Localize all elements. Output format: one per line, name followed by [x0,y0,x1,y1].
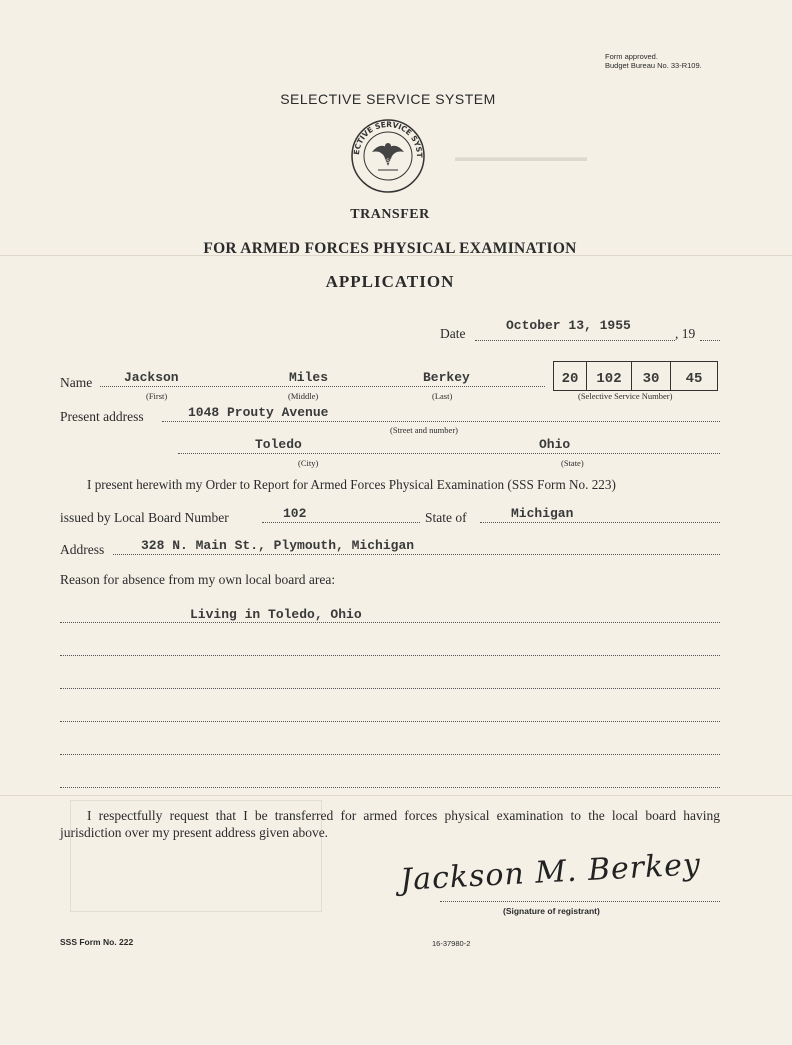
form-number: SSS Form No. 222 [60,937,134,947]
caption-street: (Street and number) [390,425,458,435]
caption-middle: (Middle) [288,391,319,401]
street-value: 1048 Prouty Avenue [188,405,329,420]
form-approval-note [605,52,702,70]
caption-state: (State) [561,458,584,468]
year-prefix: , 19 [675,326,696,341]
sss-number-part: 45 [685,371,703,387]
seal-ring-text: ECTIVE SERVICE SYST [351,119,425,158]
form-approved-text: Form approved. [605,52,658,61]
name-label: Name [60,375,93,390]
request-paragraph: I respectfully request that I be transferred for armed forces physical examination to the local board having jurisdiction over my present address given above. [60,808,720,840]
selective-service-seal [350,118,426,194]
reason-label: Reason for absence from my own local board area: [60,572,336,587]
caption-sss-number: (Selective Service Number) [578,391,673,401]
address-label: Address [60,542,105,557]
name-first-value: Jackson [124,370,179,385]
board-number-value: 102 [283,506,307,521]
sss-number-part: 30 [632,362,671,390]
sss-number-part: 20 [554,362,587,390]
state-value: Ohio [539,437,571,452]
sss-number-boxes [553,361,718,391]
print-code: 16-37980-2 [432,939,471,948]
budget-bureau-text: Budget Bureau No. 33-R109. [605,61,702,70]
caption-first: (First) [146,391,168,401]
caption-last: (Last) [432,391,453,401]
title-application: APPLICATION [325,272,455,291]
bleed-through-mark: ▬▬▬▬▬▬▬▬▬▬▬ [455,150,587,164]
title-transfer: TRANSFER [350,207,430,222]
board-address-value: 328 N. Main St., Plymouth, Michigan [141,538,415,553]
state-of-label: State of [425,510,467,525]
present-address-label: Present address [60,409,144,424]
date-value: October 13, 1955 [506,318,631,333]
title-exam: FOR ARMED FORCES PHYSICAL EXAMINATION [203,240,577,257]
registrant-signature: Jackson M. Berkey [399,847,702,898]
reason-value: Living in Toledo, Ohio [190,607,362,622]
caption-city: (City) [298,458,319,468]
name-last-value: Berkey [423,370,470,385]
seal-center-text: SSS [382,158,394,165]
city-value: Toledo [255,437,302,452]
agency-title: SELECTIVE SERVICE SYSTEM [280,91,496,107]
caption-signature: (Signature of registrant) [503,906,600,916]
present-order-text: I present herewith my Order to Report for Armed Forces Physical Examination (SSS Form No. 223) [87,477,616,492]
date-label: Date [440,326,466,341]
state-of-value: Michigan [511,506,574,521]
issued-by-label: issued by Local Board Number [60,510,229,525]
sss-number-part: 102 [587,362,632,390]
name-middle-value: Miles [289,370,329,385]
